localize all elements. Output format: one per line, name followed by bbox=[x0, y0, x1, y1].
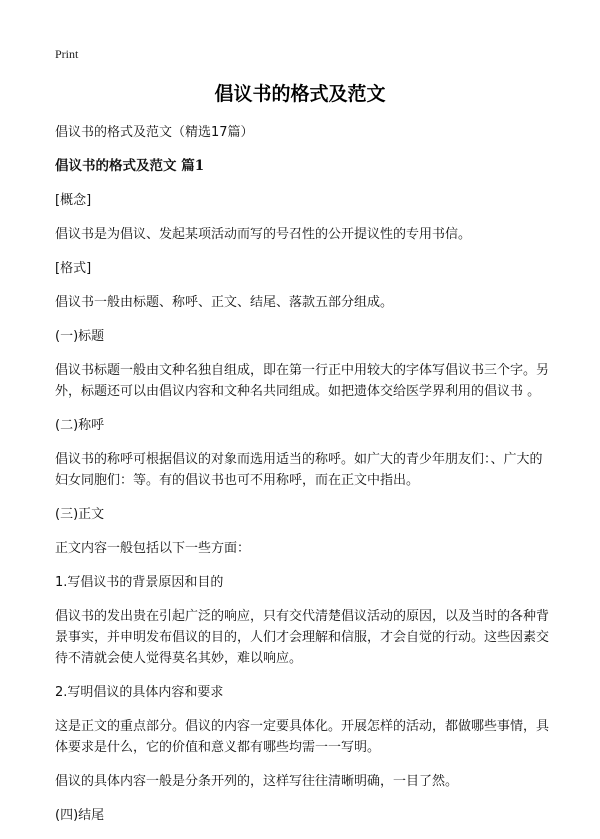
salutation-text: 倡议书的称呼可根据倡议的对象而选用适当的称呼。如广大的青少年朋友们：、广大的妇女同胞们：等。有的倡议书也可不用称呼，而在正文中指出。 bbox=[55, 452, 543, 488]
title-heading: (一)标题 bbox=[55, 329, 105, 344]
concept-heading: [概念] bbox=[55, 193, 92, 208]
body-text: 正文内容一般包括以下一些方面： bbox=[55, 541, 251, 556]
print-label: Print bbox=[55, 47, 79, 61]
point-2-note: 倡议的具体内容一般是分条开列的，这样写往往清晰明确，一目了然。 bbox=[55, 774, 459, 789]
intro-line: 倡议书的格式及范文（精选17篇） bbox=[55, 125, 254, 140]
salutation-heading: (二)称呼 bbox=[55, 418, 105, 433]
point-1-heading: 1.写倡议书的背景原因和目的 bbox=[55, 575, 224, 590]
format-heading: [格式] bbox=[55, 261, 92, 276]
document-title: 倡议书的格式及范文 bbox=[214, 83, 386, 105]
section-title: 倡议书的格式及范文 篇1 bbox=[55, 158, 205, 174]
concept-text: 倡议书是为倡议、发起某项活动而写的号召性的公开提议性的专用书信。 bbox=[55, 227, 472, 242]
document-body bbox=[55, 122, 555, 839]
point-2-heading: 2.写明倡议的具体内容和要求 bbox=[55, 685, 224, 700]
ending-heading: (四)结尾 bbox=[55, 808, 105, 823]
format-text: 倡议书一般由标题、称呼、正文、结尾、落款五部分组成。 bbox=[55, 295, 394, 310]
point-2-text: 这是正文的重点部分。倡议的内容一定要具体化。开展怎样的活动，都做哪些事情，具体要求是什么，它的价值和意义都有哪些均需一一写明。 bbox=[55, 719, 550, 755]
title-text: 倡议书标题一般由文种名独自组成，即在第一行正中用较大的字体写倡议书三个字。另外，标题还可以由倡议内容和文种名共同组成。如把遗体交给医学界利用的倡议书 。 bbox=[55, 363, 550, 399]
body-heading: (三)正文 bbox=[55, 507, 105, 522]
point-1-text: 倡议书的发出贵在引起广泛的响应，只有交代清楚倡议活动的原因，以及当时的各种背景事实，并申明发布倡议的目的，人们才会理解和信服，才会自觉的行动。这些因素交待不清就会使人觉得莫名其妙，难以响应。 bbox=[55, 609, 550, 666]
